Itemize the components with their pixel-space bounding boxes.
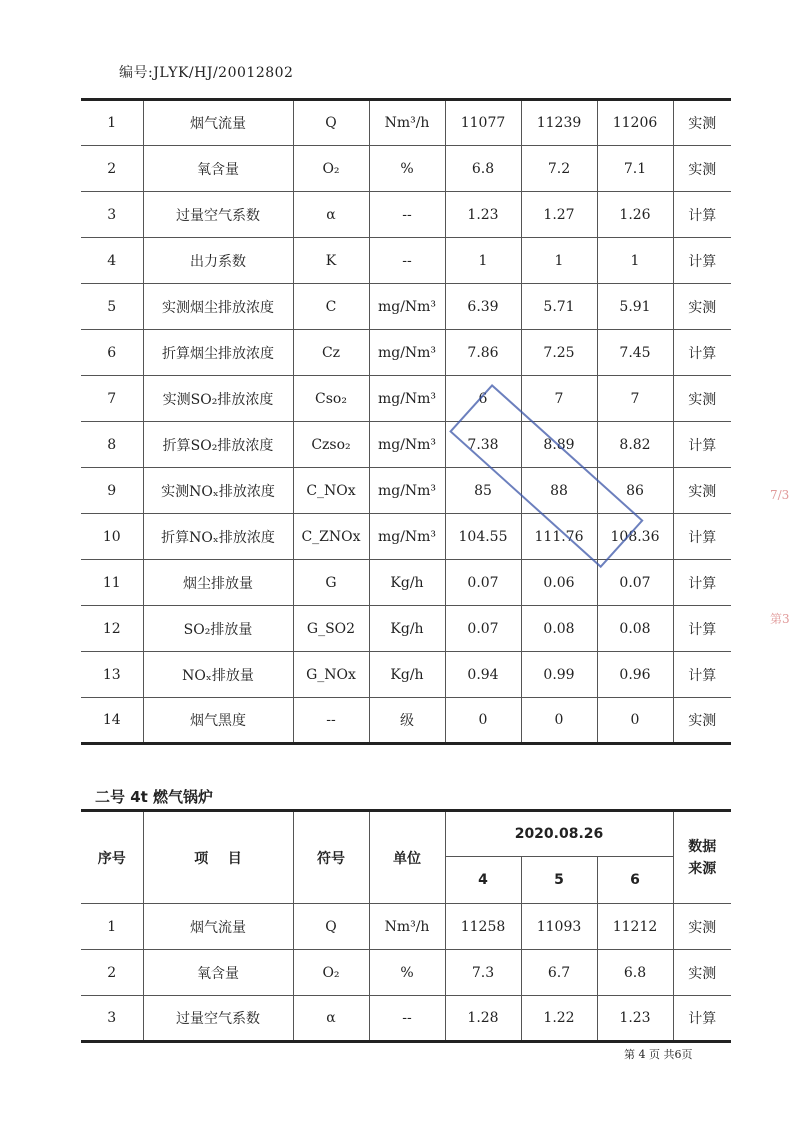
cell-v1: 6	[445, 376, 521, 422]
cell-item: 过量空气系数	[143, 996, 293, 1042]
cell-source: 实测	[673, 904, 731, 950]
cell-v3: 5.91	[597, 284, 673, 330]
cell-item: 实测SO₂排放浓度	[143, 376, 293, 422]
cell-symbol: Cz	[293, 330, 369, 376]
cell-item: SO₂排放量	[143, 606, 293, 652]
table-row	[81, 192, 731, 238]
cell-v2: 11093	[521, 904, 597, 950]
cell-no: 9	[81, 468, 143, 514]
cell-v2: 1.22	[521, 996, 597, 1042]
cell-no: 14	[81, 698, 143, 744]
cell-no: 10	[81, 514, 143, 560]
cell-v2: 6.7	[521, 950, 597, 996]
cell-no: 8	[81, 422, 143, 468]
cell-item: 折算SO₂排放浓度	[143, 422, 293, 468]
cell-symbol: G	[293, 560, 369, 606]
cell-v3: 0.07	[597, 560, 673, 606]
cell-unit: Kg/h	[369, 560, 445, 606]
cell-source: 计算	[673, 422, 731, 468]
header-source: 数据来源	[673, 811, 731, 904]
cell-unit: mg/Nm³	[369, 514, 445, 560]
cell-unit: mg/Nm³	[369, 468, 445, 514]
header-run: 4	[445, 857, 521, 904]
cell-v3: 7.45	[597, 330, 673, 376]
cell-v3: 86	[597, 468, 673, 514]
cell-v3: 0	[597, 698, 673, 744]
cell-unit: %	[369, 950, 445, 996]
cell-symbol: C	[293, 284, 369, 330]
cell-source: 实测	[673, 376, 731, 422]
cell-no: 1	[81, 904, 143, 950]
cell-symbol: Czso₂	[293, 422, 369, 468]
margin-mark: 第3	[770, 612, 790, 626]
cell-item: 出力系数	[143, 238, 293, 284]
cell-v2: 1.27	[521, 192, 597, 238]
cell-v3: 11206	[597, 100, 673, 146]
table-row	[81, 950, 731, 996]
emission-results-table-2	[81, 809, 731, 1043]
cell-v3: 1.26	[597, 192, 673, 238]
cell-v1: 7.38	[445, 422, 521, 468]
cell-v3: 11212	[597, 904, 673, 950]
cell-v3: 0.96	[597, 652, 673, 698]
cell-v1: 6.8	[445, 146, 521, 192]
table-row	[81, 560, 731, 606]
cell-no: 3	[81, 996, 143, 1042]
cell-v1: 0	[445, 698, 521, 744]
cell-no: 5	[81, 284, 143, 330]
cell-source: 计算	[673, 606, 731, 652]
cell-v2: 7.2	[521, 146, 597, 192]
cell-unit: Nm³/h	[369, 904, 445, 950]
cell-v2: 11239	[521, 100, 597, 146]
cell-v2: 0.08	[521, 606, 597, 652]
cell-symbol: C_ZNOx	[293, 514, 369, 560]
table-row	[81, 698, 731, 744]
cell-unit: mg/Nm³	[369, 376, 445, 422]
table-row	[81, 468, 731, 514]
emission-results-table-1	[81, 98, 731, 745]
cell-unit: --	[369, 238, 445, 284]
cell-symbol: α	[293, 192, 369, 238]
cell-source: 实测	[673, 100, 731, 146]
cell-v1: 11258	[445, 904, 521, 950]
cell-symbol: --	[293, 698, 369, 744]
header-run: 5	[521, 857, 597, 904]
cell-v3: 7.1	[597, 146, 673, 192]
cell-unit: --	[369, 996, 445, 1042]
cell-v1: 0.94	[445, 652, 521, 698]
cell-source: 计算	[673, 238, 731, 284]
cell-v1: 0.07	[445, 606, 521, 652]
header-item: 项 目	[143, 811, 293, 904]
cell-v2: 1	[521, 238, 597, 284]
cell-symbol: α	[293, 996, 369, 1042]
cell-v2: 111.76	[521, 514, 597, 560]
cell-v1: 104.55	[445, 514, 521, 560]
cell-source: 实测	[673, 698, 731, 744]
cell-symbol: Q	[293, 904, 369, 950]
cell-unit: mg/Nm³	[369, 422, 445, 468]
document-number: 编号:JLYK/HJ/20012802	[119, 65, 294, 81]
cell-source: 计算	[673, 514, 731, 560]
cell-symbol: C_NOx	[293, 468, 369, 514]
cell-item: 实测烟尘排放浓度	[143, 284, 293, 330]
cell-no: 2	[81, 146, 143, 192]
cell-v3: 7	[597, 376, 673, 422]
cell-v2: 0.06	[521, 560, 597, 606]
table-row	[81, 100, 731, 146]
cell-item: 折算NOₓ排放浓度	[143, 514, 293, 560]
cell-v3: 108.36	[597, 514, 673, 560]
header-symbol: 符号	[293, 811, 369, 904]
cell-source: 计算	[673, 996, 731, 1042]
cell-v2: 0	[521, 698, 597, 744]
cell-symbol: O₂	[293, 146, 369, 192]
cell-item: 氧含量	[143, 146, 293, 192]
cell-unit: mg/Nm³	[369, 330, 445, 376]
cell-v3: 0.08	[597, 606, 673, 652]
cell-item: 烟气流量	[143, 100, 293, 146]
cell-no: 2	[81, 950, 143, 996]
cell-unit: Kg/h	[369, 652, 445, 698]
cell-v1: 6.39	[445, 284, 521, 330]
cell-no: 1	[81, 100, 143, 146]
cell-v1: 11077	[445, 100, 521, 146]
cell-no: 7	[81, 376, 143, 422]
table-row	[81, 996, 731, 1042]
table-row	[81, 284, 731, 330]
cell-v1: 85	[445, 468, 521, 514]
header-unit: 单位	[369, 811, 445, 904]
cell-item: 烟气流量	[143, 904, 293, 950]
cell-unit: --	[369, 192, 445, 238]
cell-source: 计算	[673, 652, 731, 698]
cell-no: 4	[81, 238, 143, 284]
cell-item: 实测NOₓ排放浓度	[143, 468, 293, 514]
cell-symbol: O₂	[293, 950, 369, 996]
cell-v1: 1.28	[445, 996, 521, 1042]
cell-unit: mg/Nm³	[369, 284, 445, 330]
table-row	[81, 146, 731, 192]
cell-v3: 6.8	[597, 950, 673, 996]
cell-v3: 1	[597, 238, 673, 284]
cell-v2: 5.71	[521, 284, 597, 330]
cell-source: 计算	[673, 192, 731, 238]
table-row	[81, 652, 731, 698]
cell-v2: 88	[521, 468, 597, 514]
cell-v1: 7.3	[445, 950, 521, 996]
header-no: 序号	[81, 811, 143, 904]
cell-symbol: Q	[293, 100, 369, 146]
cell-item: 烟尘排放量	[143, 560, 293, 606]
cell-v3: 1.23	[597, 996, 673, 1042]
cell-v2: 8.89	[521, 422, 597, 468]
cell-v2: 7.25	[521, 330, 597, 376]
cell-v2: 7	[521, 376, 597, 422]
cell-source: 计算	[673, 330, 731, 376]
cell-no: 3	[81, 192, 143, 238]
cell-item: 过量空气系数	[143, 192, 293, 238]
cell-item: 折算烟尘排放浓度	[143, 330, 293, 376]
table-row	[81, 376, 731, 422]
table-header-row	[81, 811, 731, 857]
cell-v1: 1	[445, 238, 521, 284]
section-title: 二号 4t 燃气锅炉	[95, 788, 214, 806]
table-row	[81, 422, 731, 468]
cell-unit: Nm³/h	[369, 100, 445, 146]
margin-mark: 7/3	[770, 488, 790, 502]
cell-source: 实测	[673, 284, 731, 330]
cell-v1: 1.23	[445, 192, 521, 238]
cell-item: 烟气黑度	[143, 698, 293, 744]
table-row	[81, 606, 731, 652]
cell-source: 实测	[673, 146, 731, 192]
header-date: 2020.08.26	[445, 811, 673, 857]
cell-no: 12	[81, 606, 143, 652]
table-row	[81, 238, 731, 284]
cell-v3: 8.82	[597, 422, 673, 468]
cell-item: 氧含量	[143, 950, 293, 996]
cell-no: 11	[81, 560, 143, 606]
cell-source: 计算	[673, 560, 731, 606]
cell-symbol: Cso₂	[293, 376, 369, 422]
cell-unit: Kg/h	[369, 606, 445, 652]
cell-no: 13	[81, 652, 143, 698]
cell-symbol: G_SO2	[293, 606, 369, 652]
page-footer: 第 4 页 共6页	[624, 1048, 693, 1061]
cell-symbol: G_NOx	[293, 652, 369, 698]
cell-no: 6	[81, 330, 143, 376]
header-run: 6	[597, 857, 673, 904]
cell-v1: 7.86	[445, 330, 521, 376]
cell-source: 实测	[673, 468, 731, 514]
cell-v1: 0.07	[445, 560, 521, 606]
cell-source: 实测	[673, 950, 731, 996]
table-row	[81, 904, 731, 950]
cell-unit: %	[369, 146, 445, 192]
cell-item: NOₓ排放量	[143, 652, 293, 698]
cell-v2: 0.99	[521, 652, 597, 698]
cell-symbol: K	[293, 238, 369, 284]
cell-unit: 级	[369, 698, 445, 744]
table-row	[81, 330, 731, 376]
